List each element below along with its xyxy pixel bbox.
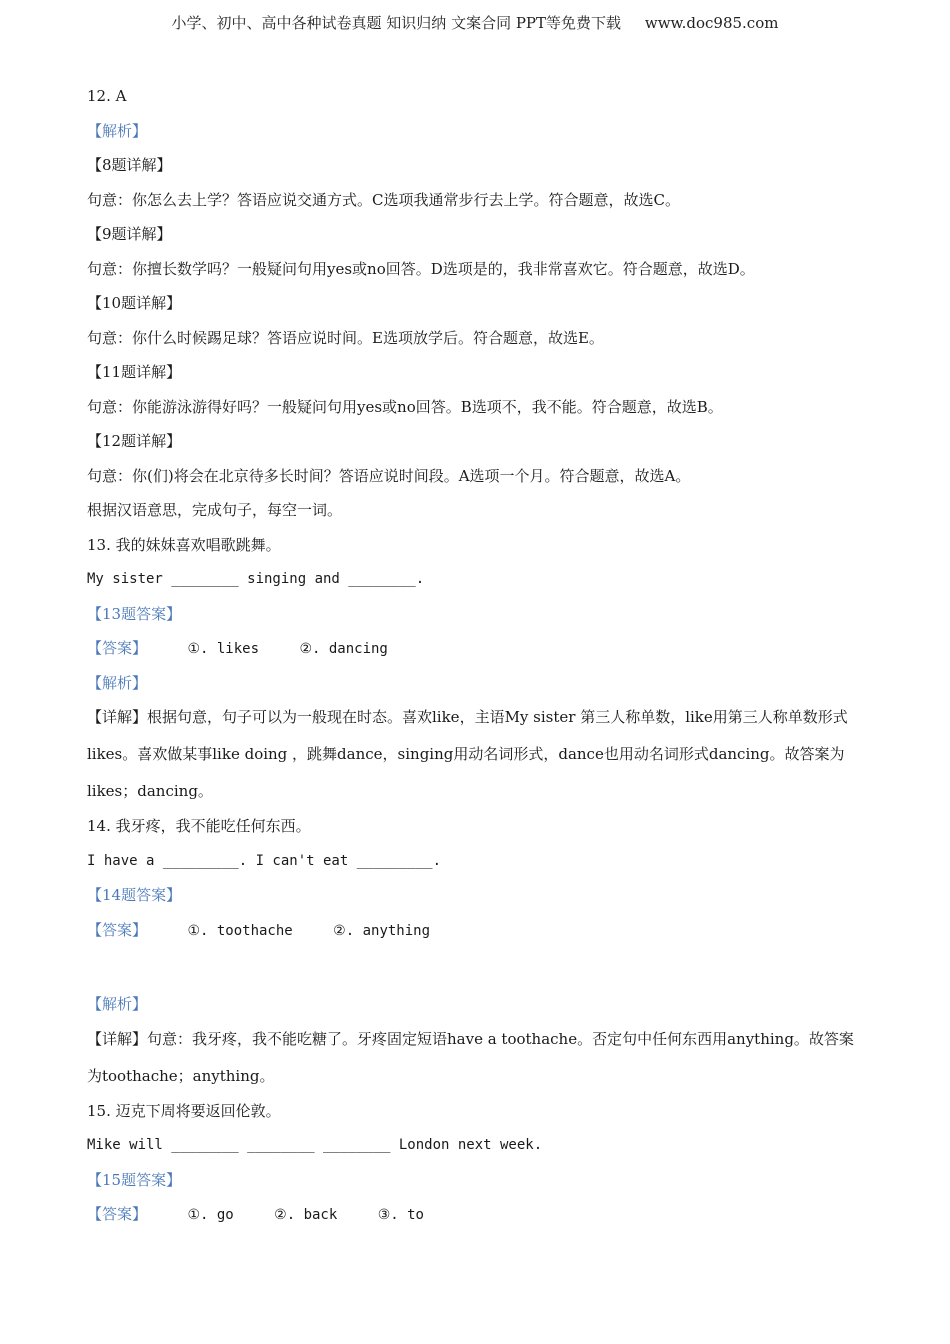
answer-label: 【答案】 [87, 639, 148, 657]
q13-detail: 【详解】根据句意，句子可以为一般现在时态。喜欢like，主语My sister 第三人称单数，like用第三人称单数形式likes。喜欢做某事like doing ，跳舞dance，singing用动名词形式，dance也用动名词形式dancing。故答案为likes；dancing。 [87, 708, 848, 800]
q15-answer-title: 【15题答案】 [87, 1170, 182, 1189]
detail-11-title: 【11题详解】 [87, 363, 182, 381]
detail-10-text: 句意：你什么时候踢足球？答语应说时间。E选项放学后。符合题意，故选E。 [87, 328, 604, 347]
answer-label: 【答案】 [87, 920, 148, 939]
detail-8-title: 【8题详解】 [87, 156, 172, 174]
analysis-heading: 【解析】 [87, 121, 148, 140]
q12-answer: 12. A [87, 87, 127, 105]
q13-answer-row [87, 638, 867, 658]
q15-answer-3: ③. to [377, 1207, 424, 1223]
answer-label: 【答案】 [87, 1205, 148, 1223]
q13-english: My sister ________ singing and ________. [87, 571, 425, 587]
q13-analysis-heading: 【解析】 [87, 673, 148, 692]
document-body [87, 86, 867, 1239]
q14-answer-1: ①. toothache [187, 922, 293, 939]
q15-chinese: 15. 迈克下周将要返回伦敦。 [87, 1101, 281, 1120]
q15-answer-1: ①. go [187, 1207, 234, 1223]
q13-answer-title: 【13题答案】 [87, 604, 182, 623]
q14-answer-title: 【14题答案】 [87, 886, 182, 904]
q14-analysis-heading: 【解析】 [87, 995, 148, 1013]
q15-english: Mike will ________ ________ ________ London next week. [87, 1137, 543, 1153]
q14-answer-2: ②. anything [333, 922, 431, 939]
q14-detail: 【详解】句意：我牙疼，我不能吃糖了。牙疼固定短语have a toothache。否定句中任何东西用anything。故答案为toothache；anything。 [87, 1029, 854, 1085]
q13-chinese: 13. 我的妹妹喜欢唱歌跳舞。 [87, 535, 281, 554]
spacer [87, 954, 867, 994]
detail-12-title: 【12题详解】 [87, 432, 182, 450]
q13-answer-2: ②. dancing [299, 641, 388, 657]
q13-answer-1: ①. likes [187, 641, 260, 657]
section-instruction: 根据汉语意思，完成句子，每空一词。 [87, 501, 343, 519]
detail-10-title: 【10题详解】 [87, 294, 182, 312]
detail-11-text: 句意：你能游泳游得好吗？一般疑问句用yes或no回答。B选项不，我不能。符合题意，故选B。 [87, 397, 723, 416]
detail-12-text: 句意：你(们)将会在北京待多长时间？答语应说时间段。A选项一个月。符合题意，故选A。 [87, 466, 691, 485]
page-header: 小学、初中、高中各种试卷真题 知识归纳 文案合同 PPT等免费下载 www.doc985.com [171, 14, 779, 32]
q15-answer-row [87, 1204, 867, 1224]
detail-9-title: 【9题详解】 [87, 225, 172, 243]
detail-9-text: 句意：你擅长数学吗？一般疑问句用yes或no回答。D选项是的，我非常喜欢它。符合题意，故选D。 [87, 259, 755, 278]
q14-english: I have a _________. I can't eat _________. [87, 852, 442, 869]
q14-answer-row [87, 920, 867, 940]
q14-chinese: 14. 我牙疼，我不能吃任何东西。 [87, 817, 311, 835]
q15-answer-2: ②. back [274, 1207, 338, 1223]
detail-8-text: 句意：你怎么去上学？答语应说交通方式。C选项我通常步行去上学。符合题意，故选C。 [87, 190, 680, 209]
